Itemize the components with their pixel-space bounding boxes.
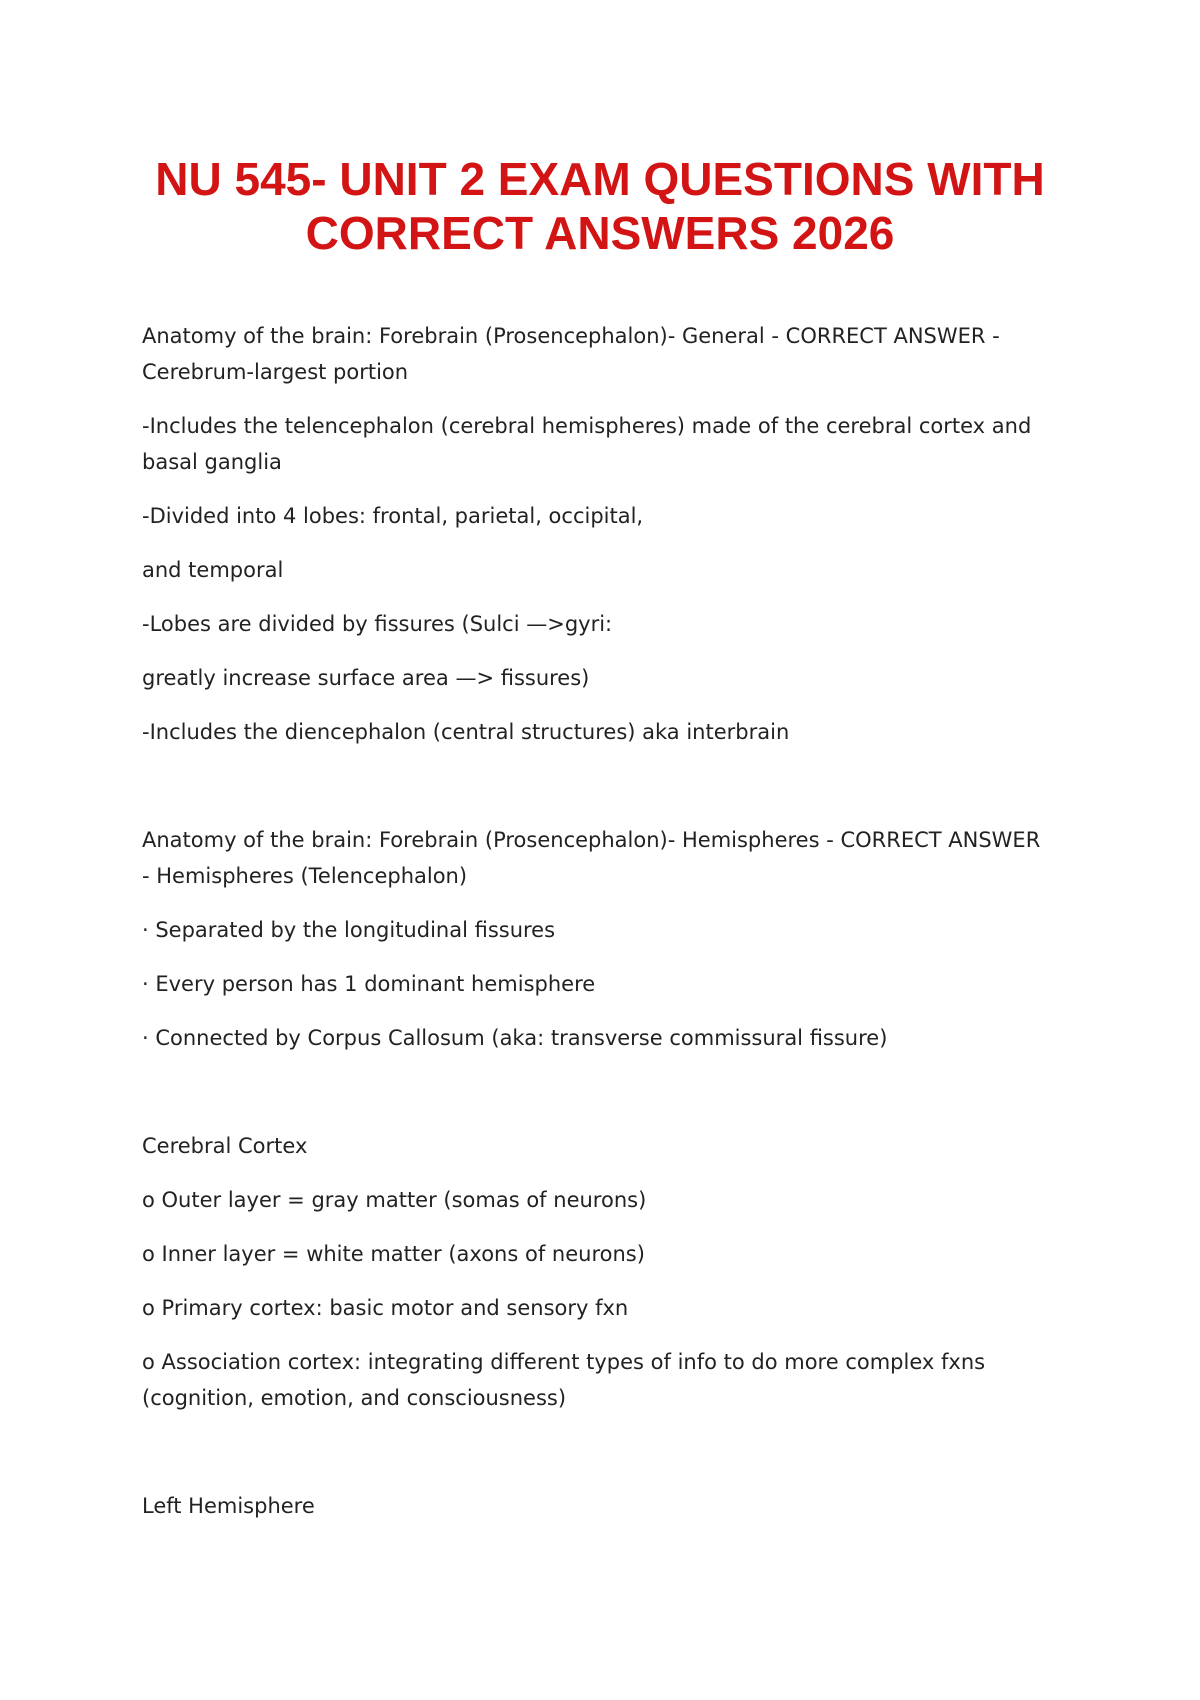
page-title xyxy=(100,152,1100,260)
document-body xyxy=(142,318,1042,1542)
section-left-hemisphere xyxy=(142,1488,1042,1524)
page-title-line-1: NU 545- UNIT 2 EXAM QUESTIONS WITH xyxy=(155,153,1045,205)
section-heading: Cerebral Cortex xyxy=(142,1134,308,1158)
question-answer-paragraph: Anatomy of the brain: Forebrain (Prosencephalon)- General - CORRECT ANSWER -Cerebrum-largest portion xyxy=(142,324,1000,384)
bullet-line: o Outer layer = gray matter (somas of neurons) xyxy=(142,1188,647,1212)
bullet-line: o Primary cortex: basic motor and sensory fxn xyxy=(142,1296,629,1320)
section-forebrain-general xyxy=(142,318,1042,750)
answer-line: -Includes the diencephalon (central structures) aka interbrain xyxy=(142,720,790,744)
section-spacer xyxy=(142,1074,1042,1128)
bullet-line: · Separated by the longitudinal fissures xyxy=(142,918,556,942)
bullet-line: o Inner layer = white matter (axons of neurons) xyxy=(142,1242,645,1266)
bullet-line: · Every person has 1 dominant hemisphere xyxy=(142,972,596,996)
answer-line: -Lobes are divided by fissures (Sulci —>gyri: xyxy=(142,612,613,636)
section-cerebral-cortex xyxy=(142,1128,1042,1416)
question-answer-paragraph: Anatomy of the brain: Forebrain (Prosencephalon)- Hemispheres - CORRECT ANSWER - Hemispheres (Telencephalon) xyxy=(142,828,1041,888)
answer-line: -Includes the telencephalon (cerebral hemispheres) made of the cerebral cortex and basal ganglia xyxy=(142,414,1032,474)
bullet-line: · Connected by Corpus Callosum (aka: transverse commissural fissure) xyxy=(142,1026,888,1050)
answer-line: and temporal xyxy=(142,558,284,582)
answer-line: -Divided into 4 lobes: frontal, parietal, occipital, xyxy=(142,504,644,528)
bullet-line: o Association cortex: integrating different types of info to do more complex fxns (cognition, emotion, and consciousness) xyxy=(142,1350,986,1410)
section-spacer xyxy=(142,768,1042,822)
answer-line: greatly increase surface area —> fissures) xyxy=(142,666,590,690)
section-spacer xyxy=(142,1434,1042,1488)
section-heading: Left Hemisphere xyxy=(142,1494,315,1518)
page-title-line-2: CORRECT ANSWERS 2026 xyxy=(305,207,895,259)
section-forebrain-hemispheres xyxy=(142,822,1042,1056)
